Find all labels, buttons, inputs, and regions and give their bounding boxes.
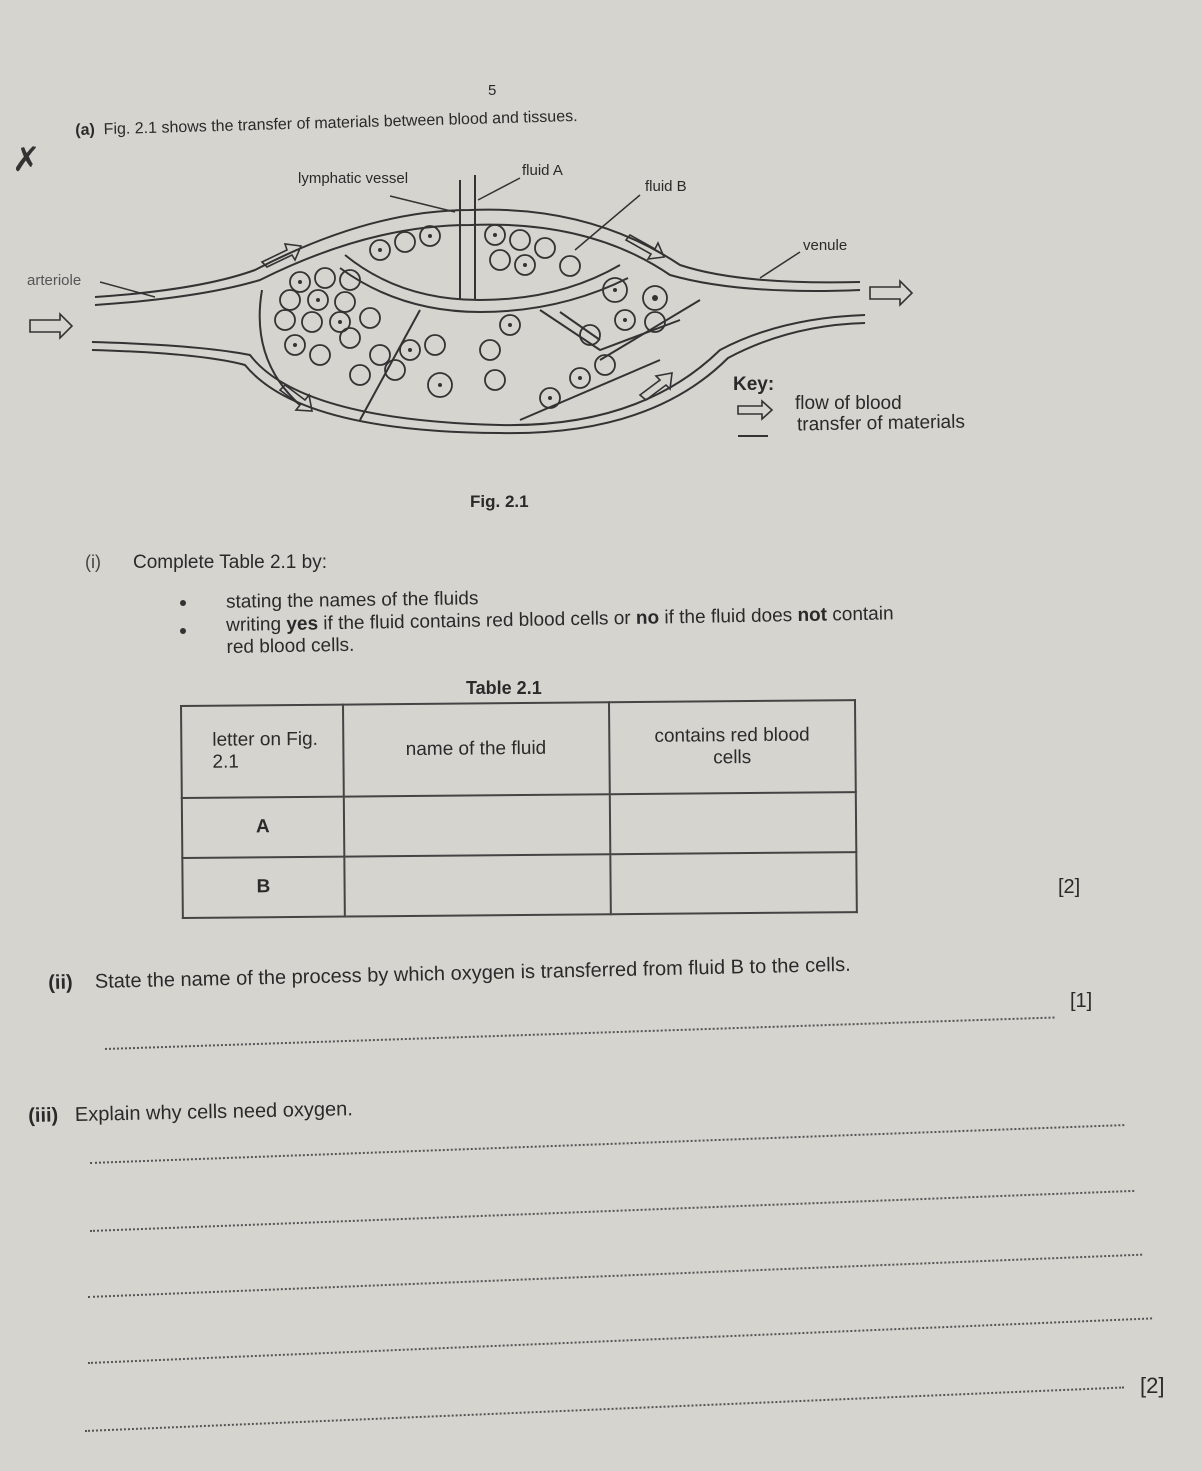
part-i-label: (i) xyxy=(85,552,101,572)
text: if the fluid contains red blood cells or xyxy=(317,607,637,635)
part-ii-label: (ii) xyxy=(48,971,73,994)
text: red blood cells. xyxy=(226,634,355,658)
answer-line-ii[interactable] xyxy=(105,1017,1055,1050)
part-iii-question xyxy=(28,1098,353,1128)
part-iii-text: Explain why cells need oxygen. xyxy=(74,1098,354,1127)
cell-contains-rbc-input[interactable] xyxy=(610,852,857,914)
header-fluid-name: name of the fluid xyxy=(343,702,610,796)
figure-caption: Fig. 2.1 xyxy=(470,492,529,511)
leader-lines xyxy=(100,178,800,297)
cell-letter: B xyxy=(182,857,344,918)
header-letter: letter on Fig. 2.1 xyxy=(181,705,343,798)
part-ii-question xyxy=(48,954,851,995)
table-row xyxy=(182,792,856,858)
part-i-marks: [2] xyxy=(1058,876,1081,898)
label-arteriole: arteriole xyxy=(27,272,82,289)
part-iii-label: (iii) xyxy=(28,1104,59,1127)
table-2-1 xyxy=(180,699,858,919)
part-i-instruction: Complete Table 2.1 by: xyxy=(133,552,327,573)
question-a-label: (a) xyxy=(75,121,96,139)
part-ii-text: State the name of the process by which oxygen is transferred from fluid B to the cells. xyxy=(94,953,851,993)
bullet-1: stating the names of the fluids xyxy=(225,588,479,613)
cell-contains-rbc-input[interactable] xyxy=(609,792,856,854)
table-row xyxy=(182,852,856,918)
text: not xyxy=(797,604,828,627)
label-fluid-a: fluid A xyxy=(522,162,563,179)
key-flow-label: flow of blood xyxy=(795,393,902,414)
key-transfer-label: transfer of materials xyxy=(796,411,966,436)
key-title: Key: xyxy=(733,374,775,395)
text: writing xyxy=(226,613,287,636)
text: contain xyxy=(826,603,894,626)
cell-letter: A xyxy=(182,797,344,858)
handwritten-cross-mark: ✗ xyxy=(12,141,41,179)
header-contains-rbc: contains red blood cells xyxy=(608,700,855,794)
bullet-icon xyxy=(180,600,186,606)
text: if the fluid does xyxy=(658,605,798,629)
page-number: 5 xyxy=(488,82,497,99)
answer-line-iii-5[interactable] xyxy=(85,1386,1124,1432)
answer-line-iii-1[interactable] xyxy=(90,1124,1124,1164)
cell-fluid-name-input[interactable] xyxy=(343,794,609,856)
label-fluid-b: fluid B xyxy=(645,178,687,195)
text: yes xyxy=(286,613,319,635)
answer-line-iii-4[interactable] xyxy=(88,1317,1152,1364)
key-flow-arrow-icon xyxy=(738,401,772,419)
part-ii-marks: [1] xyxy=(1070,990,1093,1012)
table-title: Table 2.1 xyxy=(466,678,542,698)
answer-line-iii-2[interactable] xyxy=(90,1190,1134,1232)
intro-text: Fig. 2.1 shows the transfer of materials between blood and tissues. xyxy=(103,107,578,139)
answer-line-iii-3[interactable] xyxy=(88,1254,1142,1298)
cells xyxy=(275,225,667,408)
question-a-intro xyxy=(75,108,578,140)
part-iii-marks: [2] xyxy=(1140,1373,1165,1398)
cell-fluid-name-input[interactable] xyxy=(344,854,610,916)
text: no xyxy=(635,607,660,629)
bullet-icon xyxy=(180,628,186,634)
label-lymphatic-vessel: lymphatic vessel xyxy=(298,170,409,187)
label-venule: venule xyxy=(803,237,848,254)
